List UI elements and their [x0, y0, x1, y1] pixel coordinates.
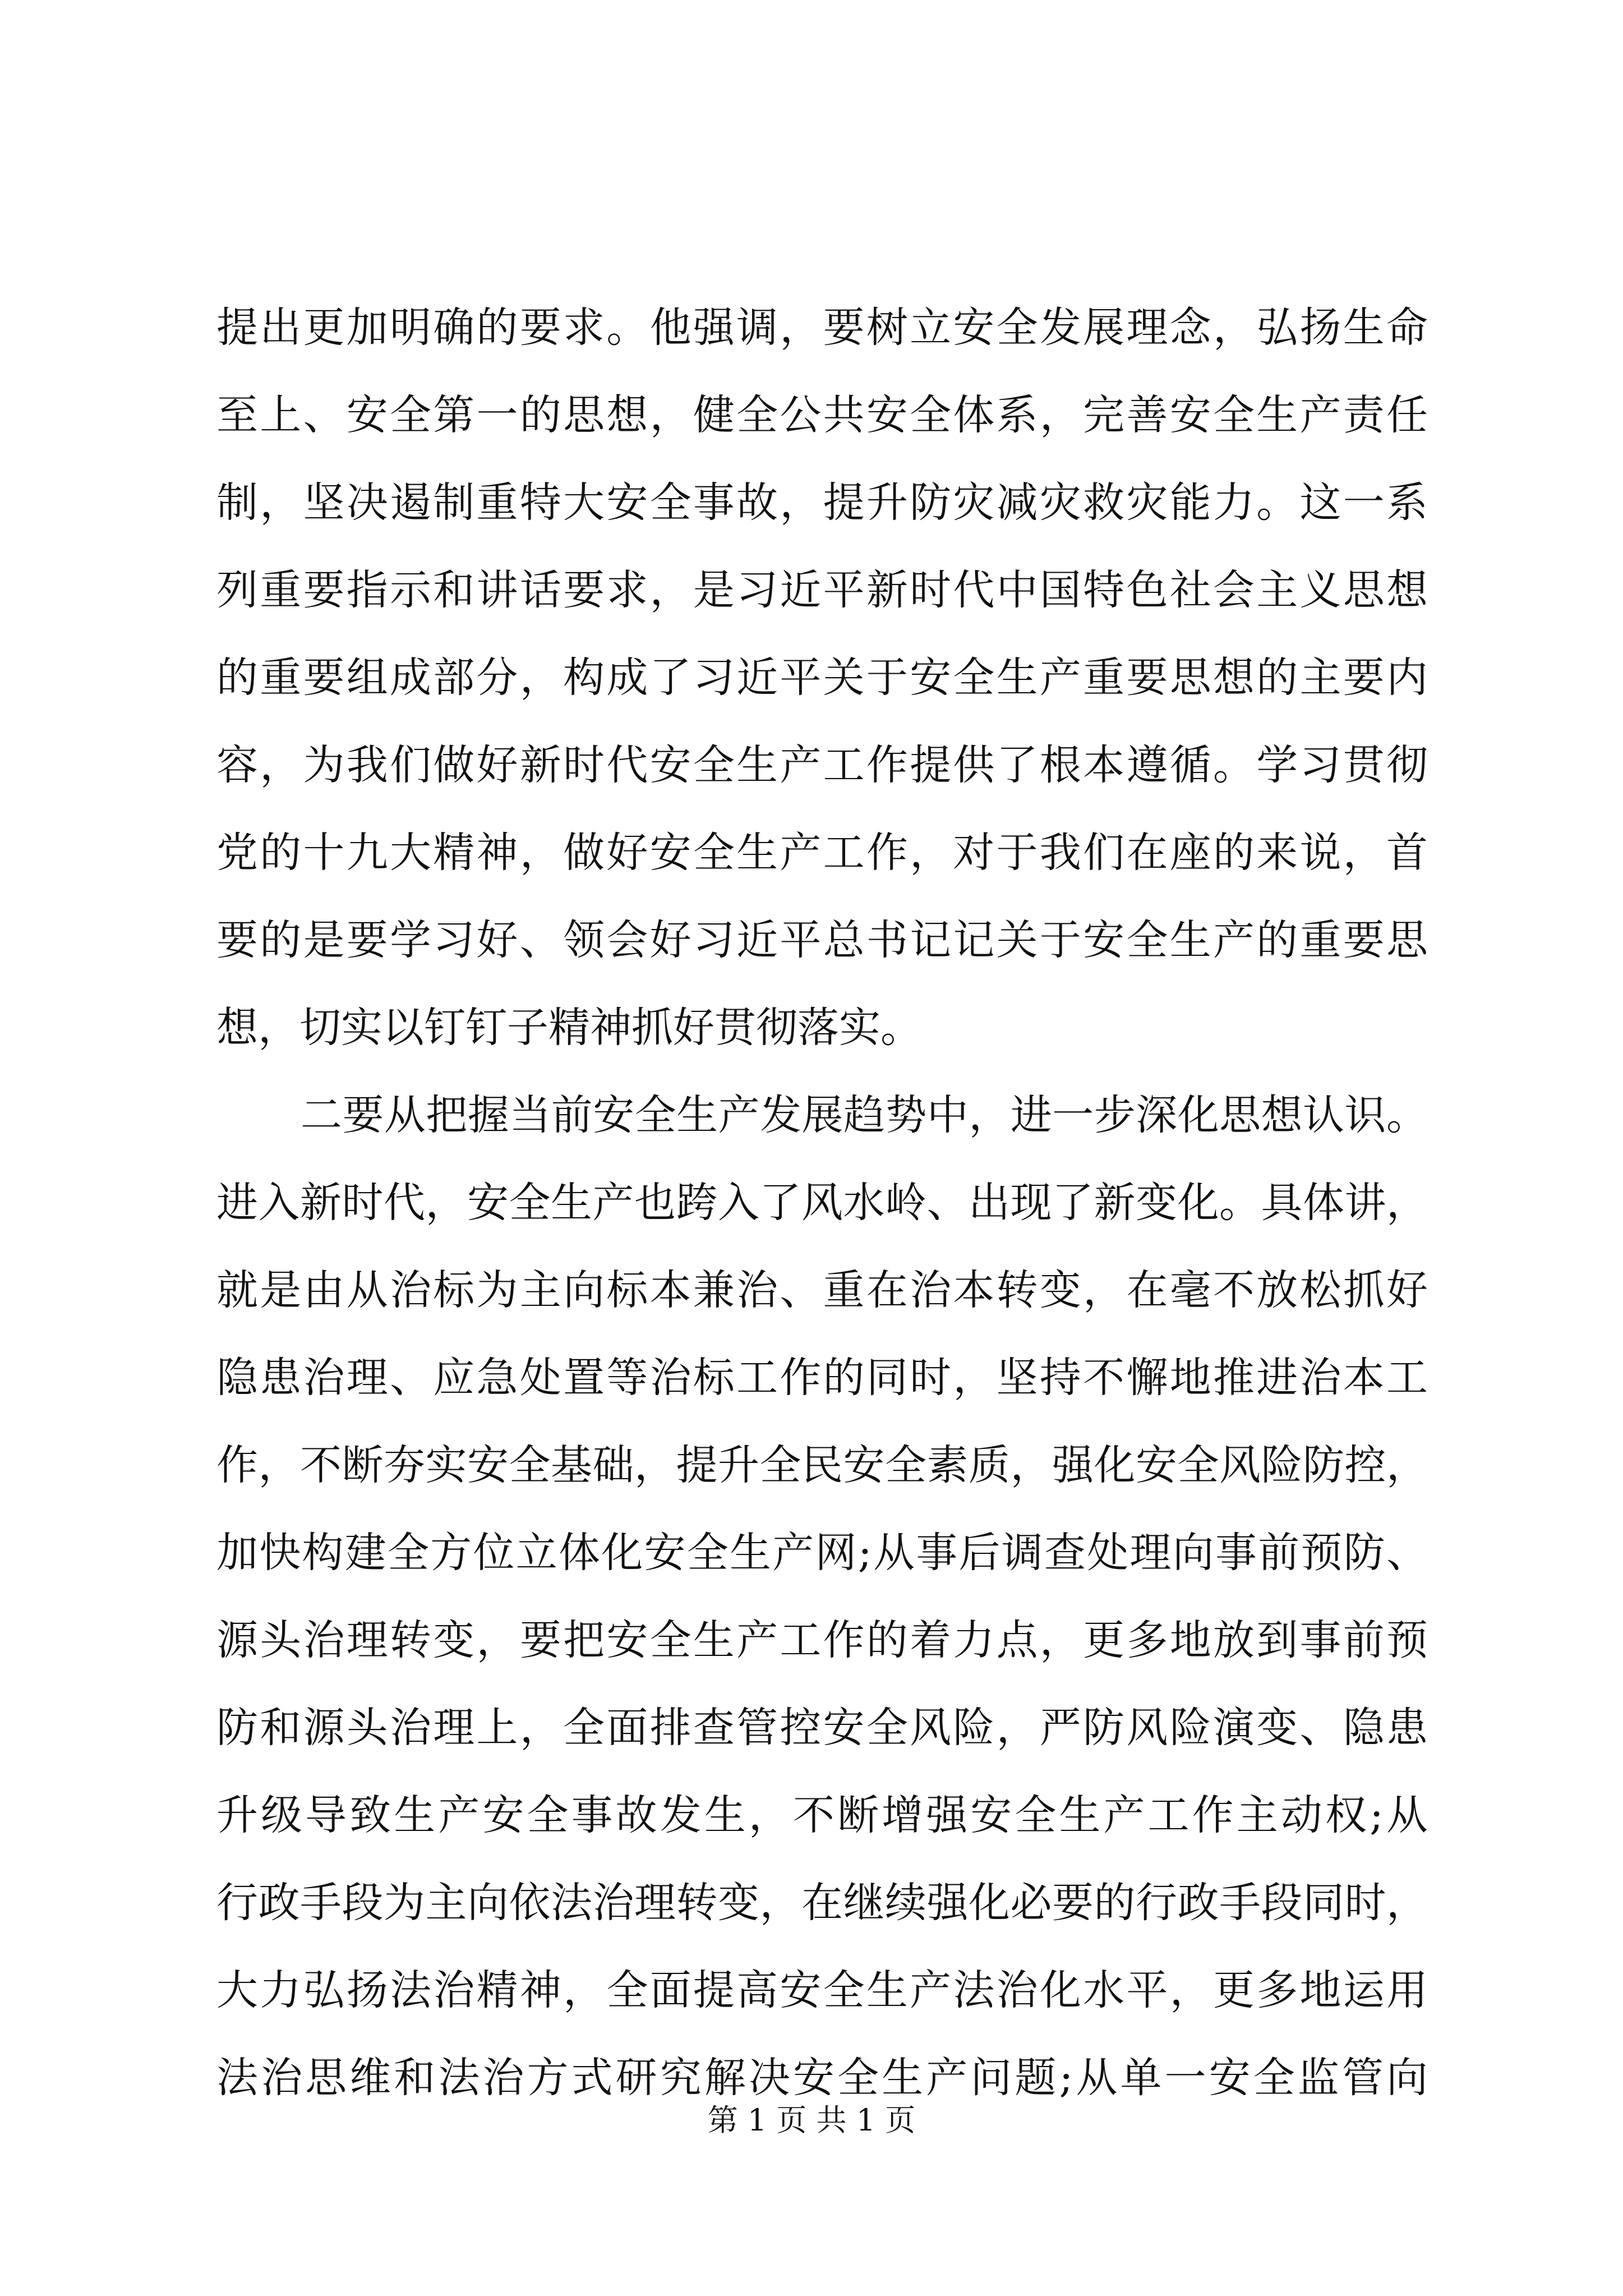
paragraph-1 [216, 284, 1428, 1071]
text-line: 的重要组成部分，构成了习近平关于安全生产重要思想的主要内 [216, 654, 1428, 702]
text-line: 防和源头治理上，全面排查管控安全风险，严防风险演变、隐患 [216, 1704, 1428, 1752]
text-line: 要的是要学习好、领会好习近平总书记记关于安全生产的重要思 [216, 916, 1428, 964]
document-body [216, 284, 1428, 2122]
text-line: 列重要指示和讲话要求，是习近平新时代中国特色社会主义思想 [216, 566, 1428, 614]
page-footer [0, 2098, 1623, 2143]
text-line: 加快构建全方位立体化安全生产网;从事后调查处理向事前预防、 [216, 1529, 1428, 1577]
text-line: 想，切实以钉钉子精神抓好贯彻落实。 [216, 1004, 922, 1052]
text-line: 源头治理转变，要把安全生产工作的着力点，更多地放到事前预 [216, 1616, 1428, 1664]
text-line: 容，为我们做好新时代安全生产工作提供了根本遵循。学习贯彻 [216, 741, 1428, 789]
text-line: 至上、安全第一的思想，健全公共安全体系，完善安全生产责任 [216, 391, 1428, 439]
text-line: 制，坚决遏制重特大安全事故，提升防灾减灾救灾能力。这一系 [216, 478, 1428, 527]
text-line: 大力弘扬法治精神，全面提高安全生产法治化水平，更多地运用 [216, 1966, 1428, 2014]
text-line: 党的十九大精神，做好安全生产工作，对于我们在座的来说，首 [216, 829, 1428, 877]
text-line: 进入新时代，安全生产也跨入了风水岭、出现了新变化。具体讲， [216, 1179, 1428, 1227]
page-number: 第 1 页 共 1 页 [707, 2102, 916, 2138]
text-line: 隐患治理、应急处置等治标工作的同时，坚持不懈地推进治本工 [216, 1354, 1428, 1402]
paragraph-2 [216, 1071, 1428, 2122]
text-line: 提出更加明确的要求。他强调，要树立安全发展理念，弘扬生命 [216, 303, 1428, 352]
text-line: 行政手段为主向依法治理转变，在继续强化必要的行政手段同时， [216, 1879, 1428, 1927]
text-line: 法治思维和法治方式研究解决安全生产问题;从单一安全监管向 [216, 2054, 1428, 2102]
text-line: 二要从把握当前安全生产发展趋势中，进一步深化思想认识。 [301, 1091, 1428, 1139]
text-line: 升级导致生产安全事故发生，不断增强安全生产工作主动权;从 [216, 1791, 1428, 1839]
text-line: 作，不断夯实安全基础，提升全民安全素质，强化安全风险防控， [216, 1441, 1428, 1489]
text-line: 就是由从治标为主向标本兼治、重在治本转变，在毫不放松抓好 [216, 1266, 1428, 1314]
